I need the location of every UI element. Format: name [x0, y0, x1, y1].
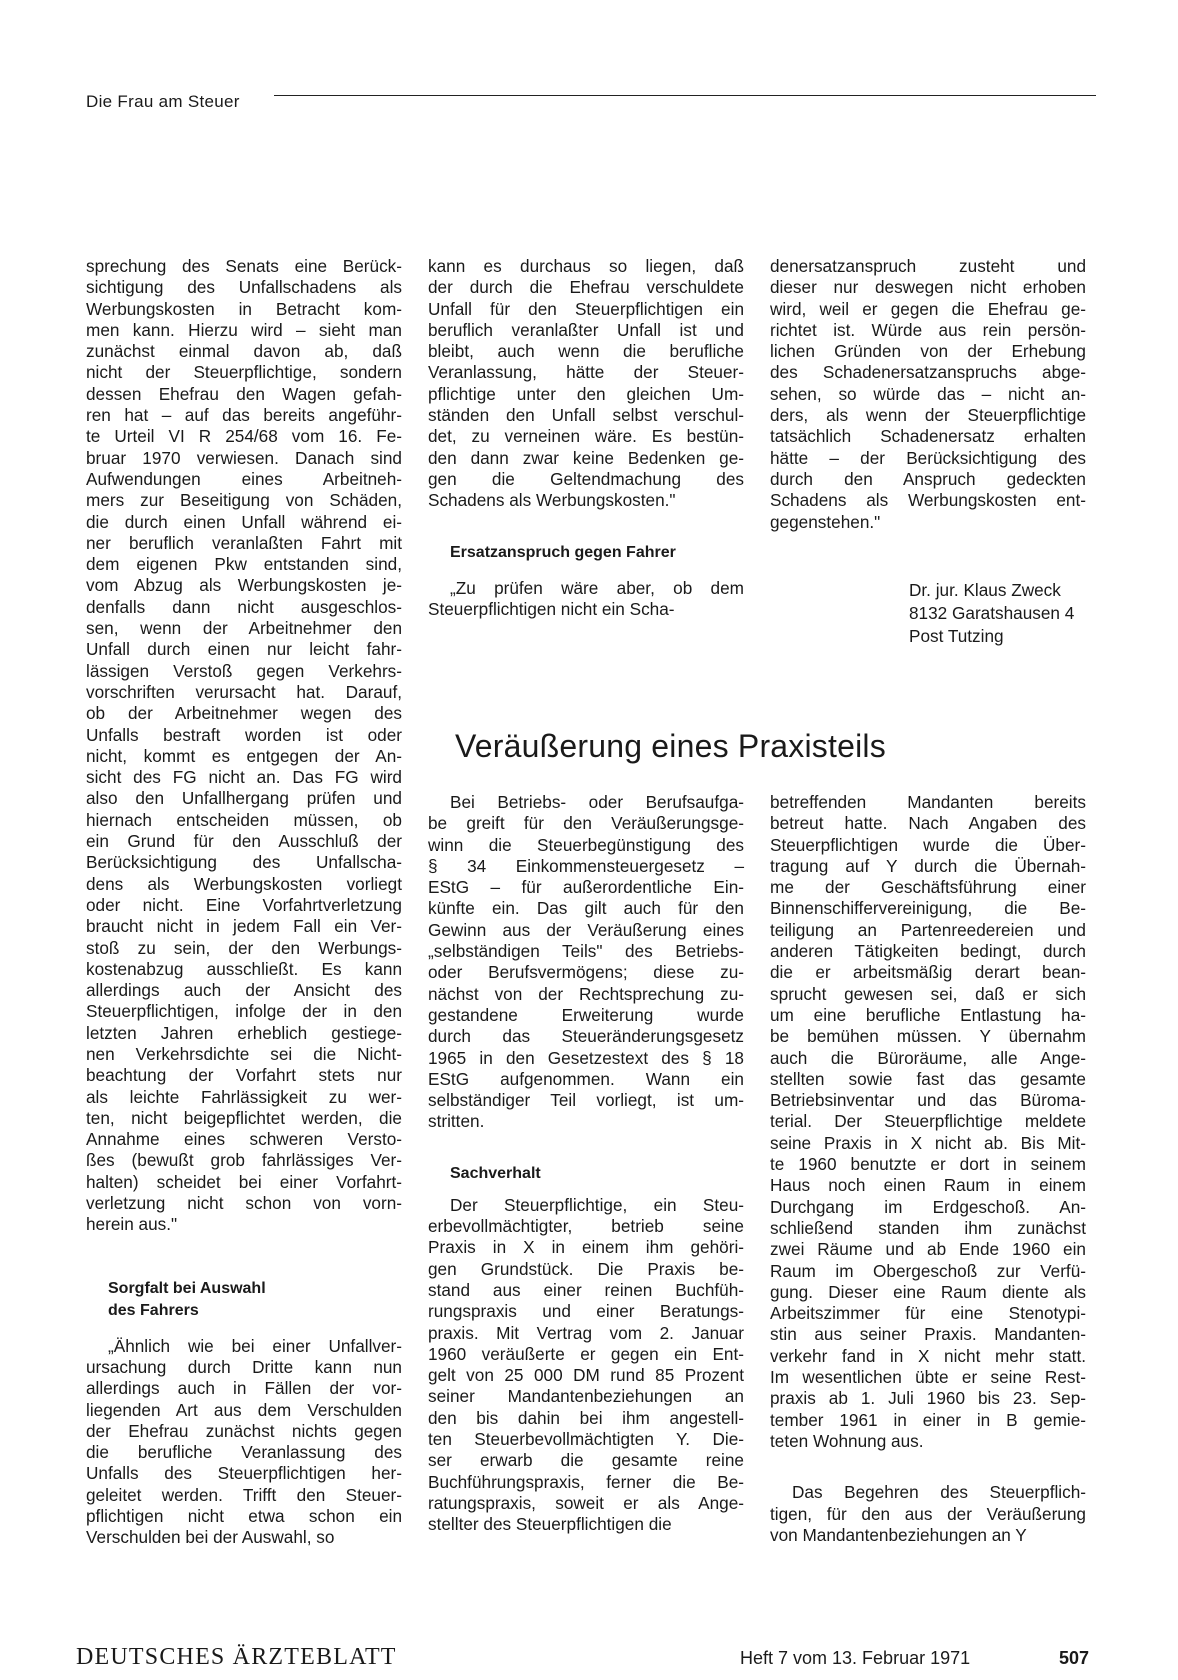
text-line: die er arbeitsmäßig derart bean- — [770, 962, 1086, 983]
text-line: Schadens als Werbungskosten." — [428, 490, 676, 511]
text-line: braucht nicht in jedem Fall ein Ver- — [86, 916, 402, 937]
text-line: denersatzanspruch zusteht und — [770, 256, 1086, 276]
text-line: richtet ist. Würde aus rein persön- — [770, 319, 1086, 340]
text-line: Berücksichtigung des Unfallscha- — [86, 852, 402, 873]
text-line: ser erwarb die gesamte reine — [428, 1450, 744, 1471]
text-line: ratungspraxis, soweit er als Ange- — [428, 1492, 744, 1513]
text-line: te 1960 benutzte er dort in seinem — [770, 1154, 1086, 1175]
text-line: schließend standen ihm zunächst — [770, 1217, 1086, 1238]
text-line: ner beruflich veranlaßten Fahrt mit — [86, 532, 402, 553]
text-line: durch den Anspruch gedeckten — [770, 468, 1086, 489]
text-line: dieser nur deswegen nicht erhoben — [770, 277, 1086, 298]
text-line: betreut hatte. Nach Angaben des — [770, 813, 1086, 834]
text-line: betreffenden Mandanten bereits — [770, 792, 1086, 812]
text-line: durch das Steueränderungsgesetz — [428, 1026, 744, 1047]
text-line: beruflich veranlaßter Unfall ist und — [428, 319, 744, 340]
text-line: be bemühen müssen. Y übernahm — [770, 1026, 1086, 1047]
text-line: sichtigung des Unfallschadens als — [86, 277, 402, 298]
text-line: 1960 veräußerte er gegen ein Ent- — [428, 1343, 744, 1364]
text-line: hätte – der Berücksichtigung des — [770, 447, 1086, 468]
text-line: Raum im Obergeschoß zur Verfü- — [770, 1260, 1086, 1281]
article2-facts — [428, 1195, 744, 1536]
signature-line: Post Tutzing — [909, 626, 1004, 646]
col2-para1 — [428, 256, 744, 512]
subhead-line: Sorgfalt bei Auswahl — [108, 1279, 266, 1297]
text-line: Durchgang im Erdgeschoß. An- — [770, 1196, 1086, 1217]
text-line: Buchführungspraxis, ferner die Be- — [428, 1471, 744, 1492]
article2-next-para — [770, 1482, 1086, 1546]
text-line: Unfall durch einen nur leicht fahr- — [86, 639, 402, 660]
text-line: pflichtige unter den gleichen Um- — [428, 383, 744, 404]
text-line: Praxis in X in einem ihm gehöri- — [428, 1237, 744, 1258]
column-2 — [428, 256, 744, 620]
text-line: pflichtigen nicht etwa schon ein — [86, 1506, 402, 1527]
text-line: § 34 Einkommensteuergesetz – — [428, 855, 744, 876]
text-line: Das Begehren des Steuerpflich- — [792, 1482, 1086, 1503]
text-line: erbevollmächtigter, betrieb seine — [428, 1216, 744, 1237]
running-head: Die Frau am Steuer — [86, 92, 240, 111]
text-line: praxis. Mit Vertrag vom 2. Januar — [428, 1322, 744, 1343]
text-line: 1965 in den Gesetzestext des § 18 — [428, 1047, 744, 1068]
text-line: Unfalls bestraft worden ist oder — [86, 724, 402, 745]
text-line: der Ehefrau zunächst nichts gegen — [86, 1420, 402, 1441]
text-line: Im wesentlichen übte er seine Rest- — [770, 1367, 1086, 1388]
text-line: Steuerpflichtigen nicht ein Scha- — [428, 598, 675, 619]
col3-para1 — [770, 256, 1086, 533]
text-line: ßes (bewußt grob fahrlässiges Ver- — [86, 1150, 402, 1171]
footer-masthead: DEUTSCHES ÄRZTEBLATT — [76, 1644, 397, 1670]
text-line: verletzung nicht schon von vorn- — [86, 1193, 402, 1214]
text-line: herein aus." — [86, 1214, 178, 1235]
text-line: tragung auf Y durch die Übernah- — [770, 855, 1086, 876]
text-line: die berufliche Veranlassung des — [86, 1442, 402, 1463]
text-line: stellten sowie fast das gesamte — [770, 1068, 1086, 1089]
signature-line: 8132 Garatshausen 4 — [909, 603, 1075, 623]
text-line: ten, nicht beigepflichtet werden, die — [86, 1107, 402, 1128]
subhead-ersatzanspruch: Ersatzanspruch gegen Fahrer — [450, 543, 676, 561]
col2-para2 — [428, 578, 744, 621]
text-line: „Ähnlich wie bei einer Unfallver- — [108, 1335, 402, 1356]
text-line: Gewinn aus der Veräußerung eines — [428, 919, 744, 940]
text-line: liegenden Art aus dem Verschulden — [86, 1399, 402, 1420]
text-line: ob der Arbeitnehmer wegen des — [86, 703, 402, 724]
text-line: geleitet werden. Trifft den Steuer- — [86, 1484, 402, 1505]
text-line: oder Berufsvermögens; diese zu- — [428, 962, 744, 983]
text-line: stritten. — [428, 1111, 485, 1132]
text-line: oder nicht. Eine Vorfahrtverletzung — [86, 894, 402, 915]
text-line: des Schadenersatzanspruchs abge- — [770, 362, 1086, 383]
text-line: stoß zu sein, der den Werbungs- — [86, 937, 402, 958]
header-rule — [274, 95, 1096, 96]
text-line: Arbeitszimmer für eine Stenotypi- — [770, 1303, 1086, 1324]
text-line: Bei Betriebs- oder Berufsaufga- — [450, 792, 744, 812]
article2-intro — [428, 792, 744, 1133]
text-line: teten Wohnung aus. — [770, 1430, 924, 1451]
text-line: also den Unfallhergang prüfen und — [86, 788, 402, 809]
text-line: nächst von der Rechtsprechung zu- — [428, 983, 744, 1004]
text-line: bruar 1970 verwiesen. Danach sind — [86, 447, 402, 468]
text-line: ren hat – auf das bereits angeführ- — [86, 405, 402, 426]
col1-para1 — [86, 256, 402, 1236]
text-line: die durch einen Unfall während ei- — [86, 511, 402, 532]
text-line: ten Steuerbevollmächtigten Y. Die- — [428, 1429, 744, 1450]
text-line: Aufwendungen eines Arbeitneh- — [86, 468, 402, 489]
text-line: selbständiger Teil vorliegt, ist um- — [428, 1090, 744, 1111]
article2-column-2 — [428, 792, 744, 1536]
text-line: Veranlassung, hätte der Steuer- — [428, 362, 744, 383]
text-line: vom Abzug als Werbungskosten je- — [86, 575, 402, 596]
text-line: Werbungskosten in Betracht kom- — [86, 298, 402, 319]
text-line: men kann. Hierzu wird – sieht man — [86, 319, 402, 340]
text-line: me der Geschäftsführung einer — [770, 877, 1086, 898]
text-line: gung. Dieser eine Raum diente als — [770, 1281, 1086, 1302]
footer-issue: Heft 7 vom 13. Februar 1971 — [740, 1648, 971, 1668]
text-line: sicht des FG nicht an. Das FG wird — [86, 767, 402, 788]
text-line: dens als Werbungskosten vorliegt — [86, 873, 402, 894]
text-line: sprechung des Senats eine Berück- — [86, 256, 402, 276]
article2-column-3 — [770, 792, 1086, 1546]
text-line: stellter des Steuerpflichtigen die — [428, 1514, 672, 1535]
text-line: mers zur Beseitigung von Schäden, — [86, 490, 402, 511]
text-line: vorschriften verursacht hat. Darauf, — [86, 681, 402, 702]
text-line: winn die Steuerbegünstigung des — [428, 834, 744, 855]
text-line: Steuerpflichtigen, infolge der in den — [86, 1001, 402, 1022]
text-line: von Mandantenbeziehungen an Y — [770, 1524, 1027, 1545]
text-line: nen Verkehrsdichte sei die Nicht- — [86, 1043, 402, 1064]
text-line: gen Grundstück. Die Praxis be- — [428, 1258, 744, 1279]
text-line: be greift für den Veräußerungsge- — [428, 813, 744, 834]
text-line: Binnenschiffervereinigung, die Be- — [770, 898, 1086, 919]
text-line: lässigen Verstoß gegen Verkehrs- — [86, 660, 402, 681]
column-1 — [86, 256, 402, 1549]
text-line: um eine berufliche Entlastung ha- — [770, 1004, 1086, 1025]
text-line: sehen, so würde das – nicht an- — [770, 383, 1086, 404]
text-line: seine Praxis in X nicht ab. Bis Mit- — [770, 1132, 1086, 1153]
text-line: als leichte Fahrlässigkeit zu wer- — [86, 1086, 402, 1107]
text-line: Schadens als Werbungskosten ent- — [770, 490, 1086, 511]
text-line: gen die Geltendmachung des — [428, 468, 744, 489]
text-line: den bis dahin bei ihm angestell- — [428, 1407, 744, 1428]
text-line: gelt von 25 000 DM rund 85 Prozent — [428, 1365, 744, 1386]
text-line: lichen Gründen von der Erhebung — [770, 341, 1086, 362]
subhead-sorgfalt — [86, 1278, 402, 1322]
col1-para2 — [86, 1336, 402, 1549]
subhead-line: des Fahrers — [108, 1301, 199, 1319]
text-line: tatsächlich Schadenersatz erhalten — [770, 426, 1086, 447]
text-line: „Zu prüfen wäre aber, ob dem — [450, 577, 744, 598]
text-line: zunächst einmal davon ab, daß — [86, 341, 402, 362]
text-line: sen, wenn der Arbeitnehmer den — [86, 618, 402, 639]
text-line: bleibt, auch wenn die berufliche — [428, 341, 744, 362]
text-line: denfalls dann nicht ausgeschlos- — [86, 596, 402, 617]
page-number: 507 — [1059, 1648, 1090, 1668]
text-line: ursachung durch Dritte kann nun — [86, 1356, 402, 1377]
text-line: Unfall für den Steuerpflichtigen ein — [428, 298, 744, 319]
text-line: den dann zwar keine Bedenken ge- — [428, 447, 744, 468]
signature-line: Dr. jur. Klaus Zweck — [909, 580, 1061, 600]
text-line: allerdings auch der Ansicht des — [86, 980, 402, 1001]
text-line: dessen Ehefrau den Wagen gefah- — [86, 383, 402, 404]
text-line: Verschulden bei der Auswahl, so — [86, 1527, 335, 1548]
text-line: Unfalls des Steuerpflichtigen her- — [86, 1463, 402, 1484]
text-line: Der Steuerpflichtige, ein Steu- — [450, 1194, 744, 1215]
text-line: ständen den Unfall selbst verschul- — [428, 405, 744, 426]
text-line: te Urteil VI R 254/68 vom 16. Fe- — [86, 426, 402, 447]
text-line: allerdings auch in Fällen der vor- — [86, 1378, 402, 1399]
text-line: tember 1961 in einer in B gemie- — [770, 1409, 1086, 1430]
text-line: Haus noch einen Raum in einem — [770, 1175, 1086, 1196]
text-line: beachtung der Vorfahrt stets nur — [86, 1065, 402, 1086]
text-line: anderen Tätigkeiten bedingt, durch — [770, 941, 1086, 962]
text-line: künfte ein. Das gilt auch für den — [428, 898, 744, 919]
text-line: Annahme eines schweren Versto- — [86, 1129, 402, 1150]
text-line: nicht der Steuerpflichtige, sondern — [86, 362, 402, 383]
text-line: verkehr fand in X nicht mehr statt. — [770, 1345, 1086, 1366]
article2-facts-cont — [770, 792, 1086, 1452]
text-line: tigen, für den aus der Veräußerung — [770, 1503, 1086, 1524]
text-line: letzten Jahren erheblich gestiege- — [86, 1022, 402, 1043]
text-line: kann es durchaus so liegen, daß — [428, 256, 744, 276]
column-3 — [770, 256, 1086, 533]
text-line: EStG – für außerordentliche Ein- — [428, 877, 744, 898]
text-line: ders, als wenn der Steuerpflichtige — [770, 405, 1086, 426]
text-line: seiner Mandantenbeziehungen an — [428, 1386, 744, 1407]
text-line: Betriebsinventar und das Büroma- — [770, 1090, 1086, 1111]
text-line: teiligung an Partenreedereien und — [770, 919, 1086, 940]
text-line: gegenstehen." — [770, 511, 881, 532]
text-line: EStG aufgenommen. Wann ein — [428, 1068, 744, 1089]
text-line: zwei Räume und ab Ende 1960 ein — [770, 1239, 1086, 1260]
text-line: stand aus einer reinen Buchfüh- — [428, 1279, 744, 1300]
text-line: hiernach entscheiden müssen, ob — [86, 809, 402, 830]
text-line: sprucht gewesen sei, daß er sich — [770, 983, 1086, 1004]
text-line: praxis ab 1. Juli 1960 bis 23. Sep- — [770, 1388, 1086, 1409]
text-line: det, zu verneinen wäre. Es bestün- — [428, 426, 744, 447]
text-line: dem eigenen Pkw entstanden sind, — [86, 554, 402, 575]
text-line: kostenabzug ausschließt. Es kann — [86, 958, 402, 979]
text-line: „selbständigen Teils" des Betriebs- — [428, 941, 744, 962]
author-signature — [909, 579, 1074, 648]
text-line: wird, weil er gegen die Ehefrau ge- — [770, 298, 1086, 319]
text-line: stin aus seiner Praxis. Mandanten- — [770, 1324, 1086, 1345]
text-line: halten) scheidet bei einer Vorfahrt- — [86, 1171, 402, 1192]
text-line: ein Grund für den Ausschluß der — [86, 831, 402, 852]
text-line: auch die Büroräume, alle Ange- — [770, 1047, 1086, 1068]
subhead-sachverhalt: Sachverhalt — [450, 1164, 541, 1182]
text-line: terial. Der Steuerpflichtige meldete — [770, 1111, 1086, 1132]
text-line: rungspraxis und einer Beratungs- — [428, 1301, 744, 1322]
text-line: der durch die Ehefrau verschuldete — [428, 277, 744, 298]
text-line: gestandene Erweiterung wurde — [428, 1004, 744, 1025]
text-line: Steuerpflichtigen wurde die Über- — [770, 834, 1086, 855]
article-title: Veräußerung eines Praxisteils — [455, 728, 886, 764]
text-line: nicht, kommt es entgegen der An- — [86, 745, 402, 766]
